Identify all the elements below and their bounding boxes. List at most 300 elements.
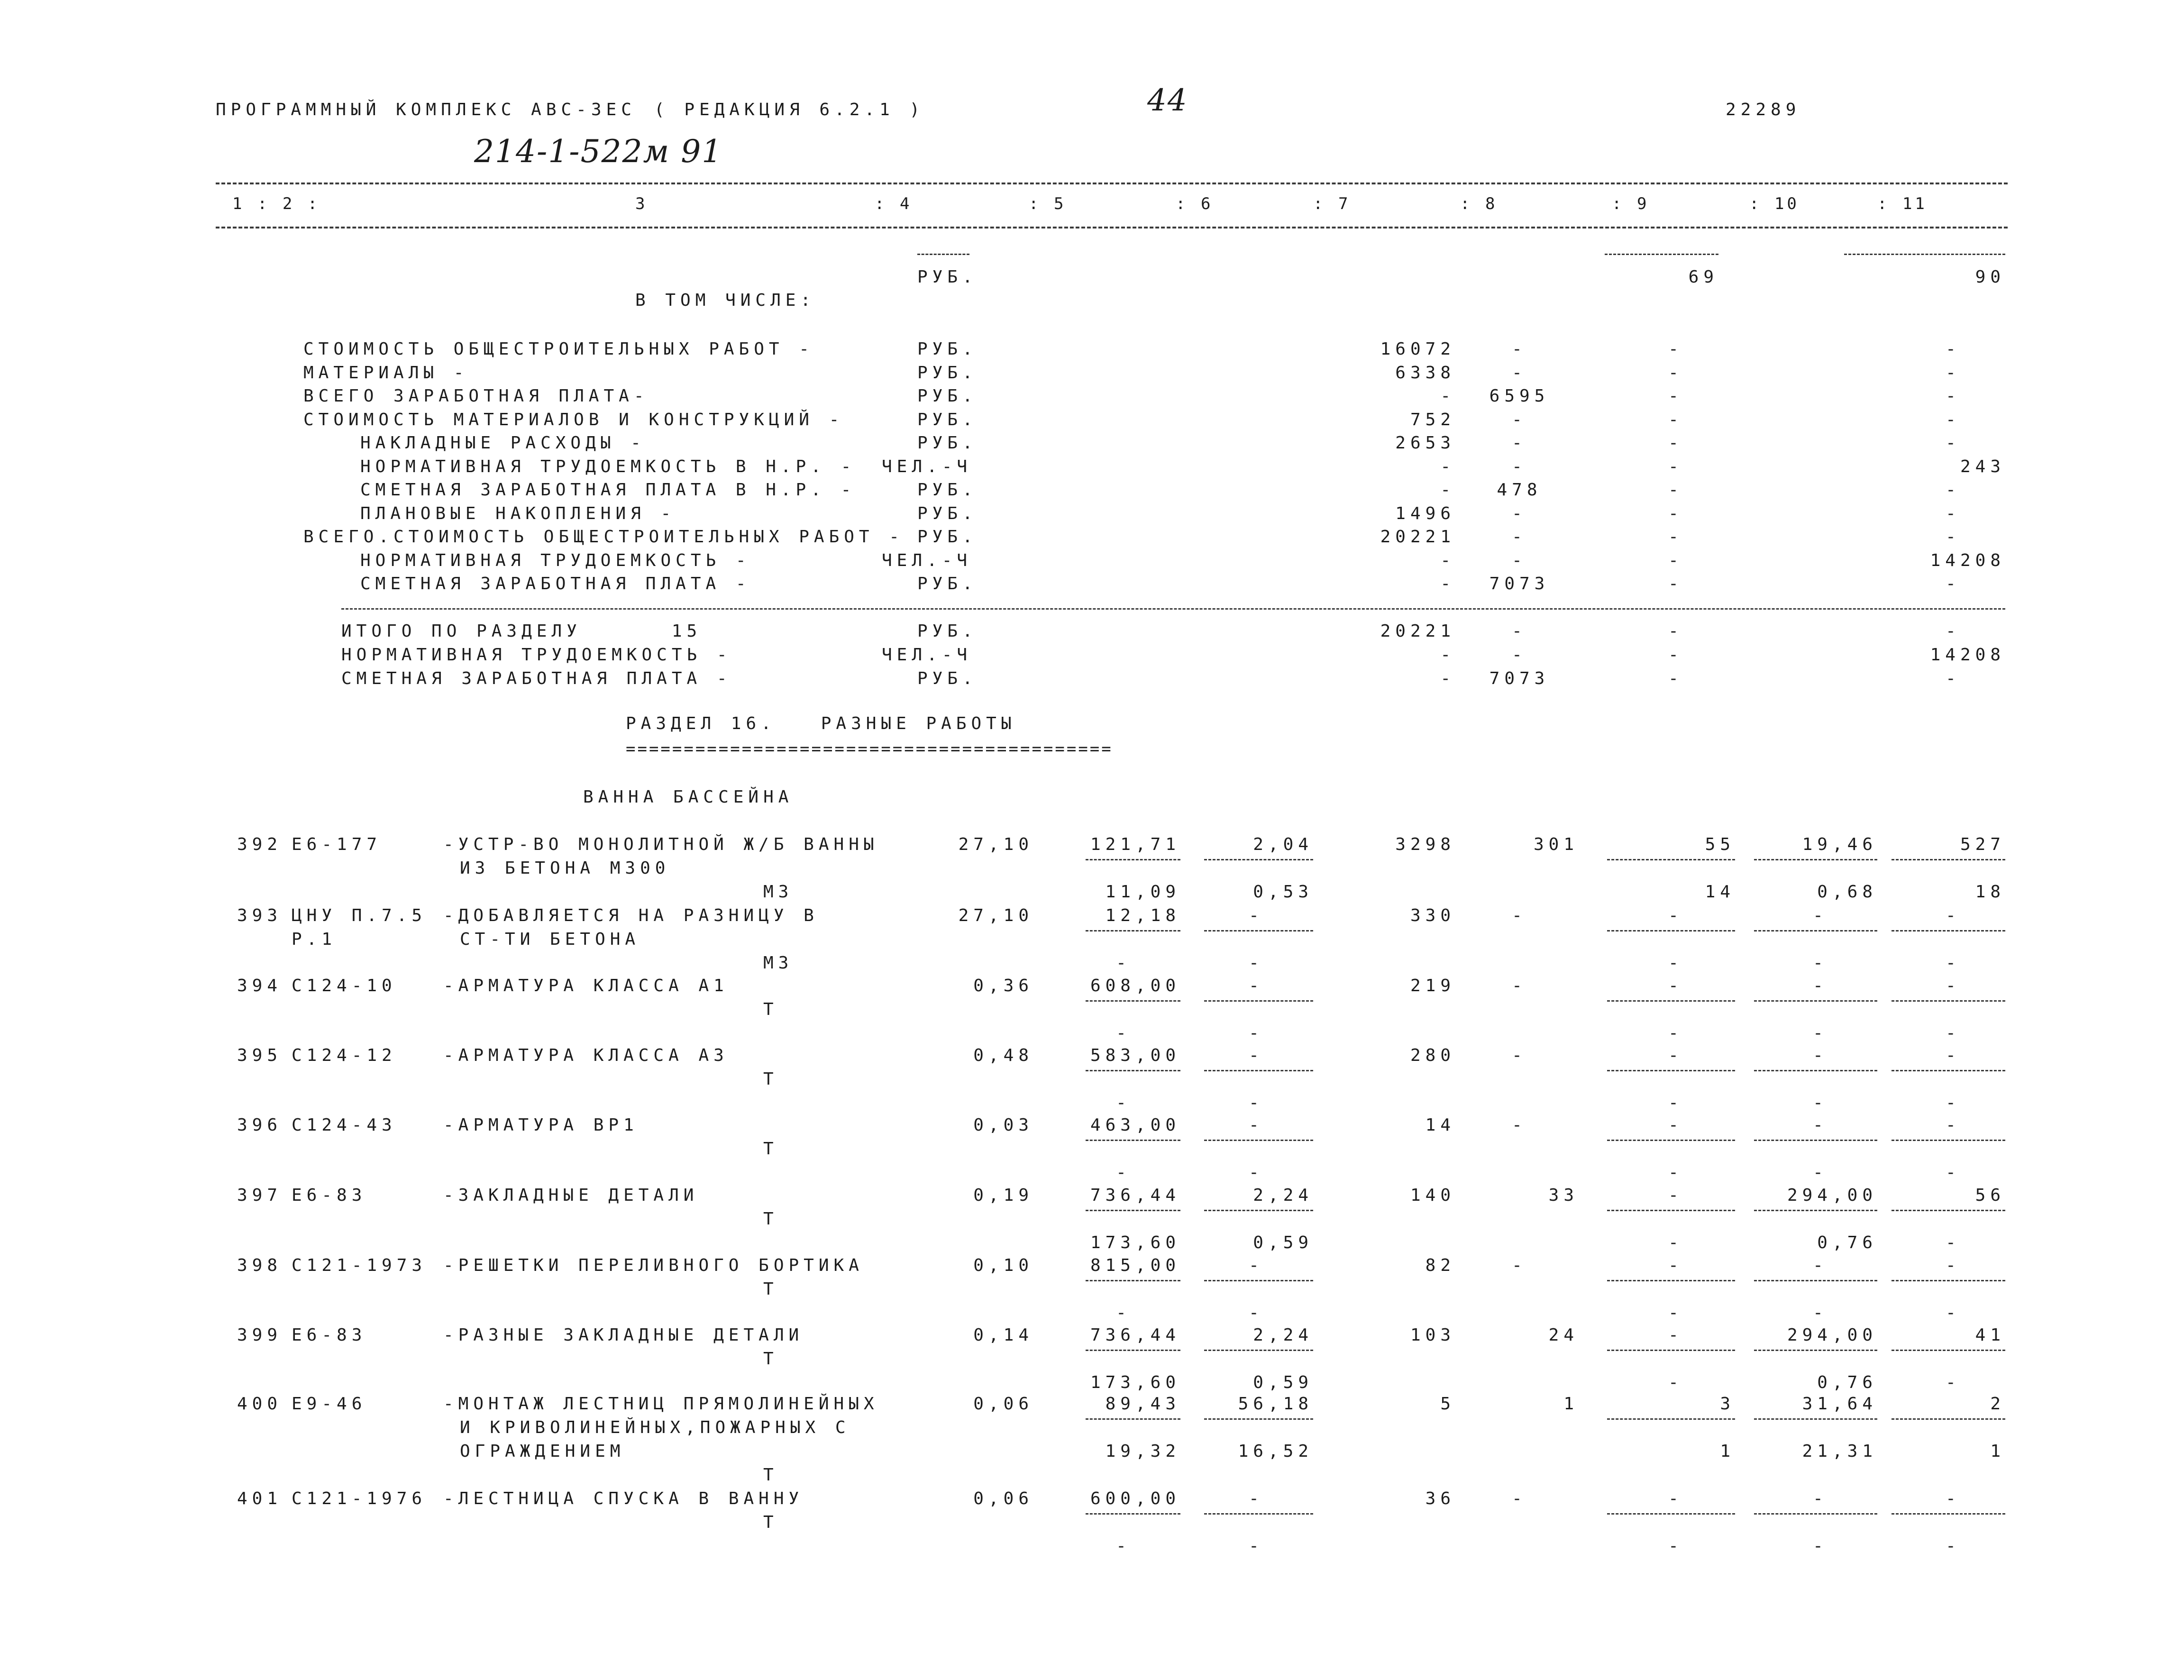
- item-unit-cost: 12,18: [1105, 906, 1180, 925]
- section-underline: ==========================================: [626, 740, 1113, 758]
- item-rule-c6: [1204, 1210, 1313, 1211]
- summary-c11: -: [1946, 363, 1961, 383]
- summary-c8: -: [1512, 551, 1527, 570]
- summary-c7: 1496: [1395, 504, 1455, 523]
- item-code-cont: Р.1: [292, 930, 337, 949]
- item-rule-c9: [1607, 1350, 1735, 1351]
- item-description: -ДОБАВЛЯЕТСЯ НА РАЗНИЦУ В: [443, 906, 819, 925]
- section-total-c11: 14208: [1930, 645, 2005, 665]
- item-c5-sub: -: [1116, 953, 1131, 973]
- item-rule-c11: [1892, 930, 2005, 931]
- summary-unit: РУБ.: [917, 480, 978, 500]
- item-rule-c6: [1204, 1418, 1313, 1420]
- top-block-rule-4: [917, 254, 969, 255]
- item-rule-c10: [1754, 1280, 1877, 1281]
- handwritten-code: 214-1-522м 91: [474, 133, 723, 170]
- item-code: Е6-177: [292, 835, 382, 854]
- item-c6-sub: 16,52: [1238, 1442, 1313, 1461]
- item-c8: -: [1512, 1256, 1527, 1275]
- item-rule-c5: [1086, 1513, 1180, 1515]
- item-c6-sub: -: [1249, 1023, 1264, 1043]
- item-code: С124-12: [292, 1046, 397, 1065]
- item-total-cost: 330: [1410, 906, 1455, 925]
- summary-c9: -: [1668, 410, 1683, 429]
- item-c11: 2: [1990, 1394, 2005, 1414]
- item-total-cost: 36: [1425, 1489, 1455, 1508]
- item-c6-sub: -: [1249, 1303, 1264, 1323]
- item-rule-c5: [1086, 930, 1180, 931]
- summary-c8: -: [1512, 433, 1527, 453]
- item-c9-sub: -: [1668, 1536, 1683, 1556]
- item-number: 394: [237, 976, 283, 995]
- item-c10: -: [1813, 1046, 1828, 1065]
- summary-c8: 6595: [1489, 386, 1550, 406]
- section-total-unit: РУБ.: [917, 621, 978, 641]
- item-rule-c11: [1892, 1350, 2005, 1351]
- summary-c8: 478: [1497, 480, 1542, 500]
- summary-label: ПЛАНОВЫЕ НАКОПЛЕНИЯ -: [360, 504, 676, 523]
- item-c5-sub: 19,32: [1105, 1442, 1180, 1461]
- section-total-c9: -: [1668, 669, 1683, 688]
- summary-unit: РУБ.: [917, 527, 978, 547]
- item-rule-c5: [1086, 859, 1180, 860]
- item-unit-cost: 583,00: [1090, 1046, 1180, 1065]
- item-c9: -: [1668, 1325, 1683, 1345]
- item-rule-c10: [1754, 1513, 1877, 1515]
- item-quantity: 0,10: [973, 1256, 1033, 1275]
- item-rule-c5: [1086, 1000, 1180, 1002]
- item-unit: Т: [763, 1069, 778, 1089]
- summary-c9: -: [1668, 480, 1683, 500]
- item-total-cost: 140: [1410, 1186, 1455, 1205]
- summary-label: СТОИМОСТЬ МАТЕРИАЛОВ И КОНСТРУКЦИЙ -: [303, 410, 844, 429]
- item-rule-c5: [1086, 1418, 1180, 1420]
- item-c6: -: [1249, 906, 1264, 925]
- summary-unit: ЧЕЛ.-Ч: [882, 551, 972, 570]
- summary-c9: -: [1668, 386, 1683, 406]
- item-code: ЦНУ П.7.5: [292, 906, 427, 925]
- summary-c7: -: [1440, 480, 1455, 500]
- item-total-cost: 280: [1410, 1046, 1455, 1065]
- item-c11: -: [1946, 1115, 1961, 1135]
- item-rule-c11: [1892, 1513, 2005, 1515]
- item-quantity: 0,36: [973, 976, 1033, 995]
- item-c10: -: [1813, 1489, 1828, 1508]
- item-c10-sub: -: [1813, 1023, 1828, 1043]
- summary-unit: РУБ.: [917, 339, 978, 359]
- item-rule-c5: [1086, 1210, 1180, 1211]
- item-rule-c11: [1892, 1140, 2005, 1141]
- item-rule-c9: [1607, 1210, 1735, 1211]
- section-total-c9: -: [1668, 621, 1683, 641]
- summary-c11: -: [1946, 480, 1961, 500]
- item-c9-sub: 14: [1705, 882, 1735, 902]
- col-head-1-2: 1 : 2 :: [232, 194, 320, 213]
- item-c9-sub: -: [1668, 1373, 1683, 1392]
- item-rule-c11: [1892, 1070, 2005, 1071]
- item-c11: 56: [1975, 1186, 2005, 1205]
- col-head-7: : 7: [1313, 194, 1351, 213]
- item-c9: -: [1668, 1256, 1683, 1275]
- item-c10: -: [1813, 976, 1828, 995]
- item-rule-c10: [1754, 1418, 1877, 1420]
- item-c10: -: [1813, 1115, 1828, 1135]
- summary-c7: 2653: [1395, 433, 1455, 453]
- item-c10-sub: -: [1813, 1536, 1828, 1556]
- item-total-cost: 82: [1425, 1256, 1455, 1275]
- col-head-11: : 11: [1877, 194, 1928, 213]
- item-code: С121-1973: [292, 1256, 427, 1275]
- item-description: ОГРАЖДЕНИЕМ: [460, 1442, 625, 1461]
- item-code: Е9-46: [292, 1394, 367, 1414]
- item-c6: 56,18: [1238, 1394, 1313, 1414]
- top-block-rule-9: [1605, 254, 1718, 255]
- item-rule-c11: [1892, 859, 2005, 860]
- item-rule-c6: [1204, 1140, 1313, 1141]
- item-c5-sub: -: [1116, 1303, 1131, 1323]
- item-c11-sub: -: [1946, 1303, 1961, 1323]
- item-c6-sub: -: [1249, 953, 1264, 973]
- section-total-c7: -: [1440, 645, 1455, 665]
- item-rule-c9: [1607, 930, 1735, 931]
- top-block-unit: РУБ.: [917, 267, 978, 287]
- item-c6-sub: 0,59: [1253, 1233, 1313, 1252]
- item-c11-sub: -: [1946, 1023, 1961, 1043]
- item-total-cost: 219: [1410, 976, 1455, 995]
- item-description: И КРИВОЛИНЕЙНЫХ,ПОЖАРНЫХ С: [460, 1418, 850, 1437]
- col-head-3: 3: [635, 194, 648, 213]
- item-rule-c6: [1204, 930, 1313, 931]
- item-number: 392: [237, 835, 283, 854]
- summary-unit: РУБ.: [917, 363, 978, 383]
- item-c11-sub: 18: [1975, 882, 2005, 902]
- item-c11-sub: -: [1946, 1373, 1961, 1392]
- item-c11-sub: -: [1946, 1163, 1961, 1182]
- item-quantity: 0,19: [973, 1186, 1033, 1205]
- item-description: -АРМАТУРА КЛАССА А1: [443, 976, 729, 995]
- item-total-cost: 5: [1440, 1394, 1455, 1414]
- item-rule-c9: [1607, 859, 1735, 860]
- item-unit-cost: 736,44: [1090, 1186, 1180, 1205]
- summary-c7: -: [1440, 574, 1455, 593]
- item-rule-c10: [1754, 859, 1877, 860]
- section-total-c8: -: [1512, 645, 1527, 665]
- summary-bottom-rule: [341, 608, 2005, 610]
- item-c8: -: [1512, 976, 1527, 995]
- item-description: -ЗАКЛАДНЫЕ ДЕТАЛИ: [443, 1186, 699, 1205]
- item-c11: -: [1946, 976, 1961, 995]
- header-top-rule: [216, 183, 2008, 184]
- item-c9: -: [1668, 976, 1683, 995]
- item-c9: -: [1668, 1046, 1683, 1065]
- item-c8: 33: [1548, 1186, 1579, 1205]
- item-unit-cost: 736,44: [1090, 1325, 1180, 1345]
- item-rule-c10: [1754, 930, 1877, 931]
- item-rule-c6: [1204, 859, 1313, 860]
- item-description: -АРМАТУРА ВР1: [443, 1115, 639, 1135]
- item-description: -УСТР-ВО МОНОЛИТНОЙ Ж/Б ВАННЫ: [443, 835, 879, 854]
- summary-label: ВСЕГО ЗАРАБОТНАЯ ПЛАТА-: [303, 386, 649, 406]
- item-quantity: 0,03: [973, 1115, 1033, 1135]
- item-number: 397: [237, 1186, 283, 1205]
- item-c5-sub: 173,60: [1090, 1233, 1180, 1252]
- item-unit: Т: [763, 1209, 778, 1229]
- summary-c7: 16072: [1380, 339, 1455, 359]
- item-rule-c11: [1892, 1000, 2005, 1002]
- col-head-6: : 6: [1176, 194, 1214, 213]
- top-block-col11: 90: [1975, 267, 2005, 287]
- summary-c7: -: [1440, 386, 1455, 406]
- summary-c11: -: [1946, 386, 1961, 406]
- edition-label: ( РЕДАКЦИЯ 6.2.1 ): [654, 100, 925, 119]
- item-number: 400: [237, 1394, 283, 1414]
- item-c6: -: [1249, 1046, 1264, 1065]
- summary-c9: -: [1668, 433, 1683, 453]
- item-quantity: 27,10: [958, 906, 1033, 925]
- summary-c9: -: [1668, 504, 1683, 523]
- col-head-10: : 10: [1749, 194, 1800, 213]
- item-c6: -: [1249, 1489, 1264, 1508]
- summary-c7: -: [1440, 551, 1455, 570]
- summary-unit: РУБ.: [917, 504, 978, 523]
- item-unit: Т: [763, 1349, 778, 1369]
- item-c10: 294,00: [1787, 1186, 1877, 1205]
- item-unit-cost: 463,00: [1090, 1115, 1180, 1135]
- item-description: СТ-ТИ БЕТОНА: [460, 930, 640, 949]
- item-c5-sub: 11,09: [1105, 882, 1180, 902]
- item-c10-sub: -: [1813, 953, 1828, 973]
- item-c8: -: [1512, 1046, 1527, 1065]
- item-c10: -: [1813, 1256, 1828, 1275]
- item-c6: 2,04: [1253, 835, 1313, 854]
- item-c10-sub: -: [1813, 1303, 1828, 1323]
- item-rule-c5: [1086, 1140, 1180, 1141]
- doc-number: 22289: [1726, 100, 1801, 119]
- summary-label: НОРМАТИВНАЯ ТРУДОЕМКОСТЬ В Н.Р. -: [360, 457, 856, 476]
- item-code: С124-10: [292, 976, 397, 995]
- item-c11: -: [1946, 1046, 1961, 1065]
- item-rule-c10: [1754, 1140, 1877, 1141]
- item-rule-c10: [1754, 1210, 1877, 1211]
- summary-c11: -: [1946, 527, 1961, 547]
- item-unit-cost: 600,00: [1090, 1489, 1180, 1508]
- summary-label: СТОИМОСТЬ ОБЩЕСТРОИТЕЛЬНЫХ РАБОТ -: [303, 339, 814, 359]
- item-c10-sub: 21,31: [1802, 1442, 1877, 1461]
- item-description: -РАЗНЫЕ ЗАКЛАДНЫЕ ДЕТАЛИ: [443, 1325, 804, 1345]
- item-rule-c10: [1754, 1000, 1877, 1002]
- item-quantity: 0,06: [973, 1489, 1033, 1508]
- item-c5-sub: 173,60: [1090, 1373, 1180, 1392]
- item-c6: 2,24: [1253, 1186, 1313, 1205]
- item-rule-c11: [1892, 1280, 2005, 1281]
- item-rule-c6: [1204, 1513, 1313, 1515]
- section-total-c9: -: [1668, 645, 1683, 665]
- item-c11: 41: [1975, 1325, 2005, 1345]
- section-total-c11: -: [1946, 669, 1961, 688]
- item-c11-sub: 1: [1990, 1442, 2005, 1461]
- item-c11: -: [1946, 906, 1961, 925]
- header-bottom-rule: [216, 227, 2008, 228]
- section-title: РАЗДЕЛ 16. РАЗНЫЕ РАБОТЫ: [626, 714, 1016, 733]
- item-c6-sub: -: [1249, 1163, 1264, 1182]
- in-total-label: В ТОМ ЧИСЛЕ:: [635, 291, 816, 310]
- summary-c11: -: [1946, 410, 1961, 429]
- item-c8: -: [1512, 906, 1527, 925]
- item-c10-sub: 0,68: [1817, 882, 1877, 902]
- summary-c9: -: [1668, 527, 1683, 547]
- summary-c7: -: [1440, 457, 1455, 476]
- summary-c8: -: [1512, 527, 1527, 547]
- program-title: ПРОГРАММНЫЙ КОМПЛЕКС АВС-3ЕС: [216, 100, 636, 119]
- item-unit-cost: 815,00: [1090, 1256, 1180, 1275]
- section-total-c11: -: [1946, 621, 1961, 641]
- item-c6: -: [1249, 1256, 1264, 1275]
- item-unit: Т: [763, 1279, 778, 1299]
- summary-unit: РУБ.: [917, 433, 978, 453]
- item-unit-cost: 89,43: [1105, 1394, 1180, 1414]
- summary-c9: -: [1668, 339, 1683, 359]
- item-c8: 301: [1533, 835, 1579, 854]
- summary-unit: РУБ.: [917, 574, 978, 593]
- item-description: -АРМАТУРА КЛАССА А3: [443, 1046, 729, 1065]
- section-total-unit: РУБ.: [917, 669, 978, 688]
- summary-label: ВСЕГО.СТОИМОСТЬ ОБЩЕСТРОИТЕЛЬНЫХ РАБОТ -: [303, 527, 904, 547]
- section-total-label: НОРМАТИВНАЯ ТРУДОЕМКОСТЬ -: [341, 645, 732, 665]
- item-description: -ЛЕСТНИЦА СПУСКА В ВАННУ: [443, 1489, 804, 1508]
- item-rule-c10: [1754, 1350, 1877, 1351]
- item-c5-sub: -: [1116, 1163, 1131, 1182]
- summary-c11: -: [1946, 574, 1961, 593]
- summary-c9: -: [1668, 457, 1683, 476]
- summary-c11: -: [1946, 433, 1961, 453]
- item-c5-sub: -: [1116, 1093, 1131, 1113]
- item-rule-c9: [1607, 1513, 1735, 1515]
- item-code: Е6-83: [292, 1325, 367, 1345]
- item-unit: Т: [763, 1139, 778, 1159]
- item-c10: 19,46: [1802, 835, 1877, 854]
- item-c11-sub: -: [1946, 1233, 1961, 1252]
- item-code: Е6-83: [292, 1186, 367, 1205]
- item-c9: -: [1668, 1489, 1683, 1508]
- item-c9: -: [1668, 906, 1683, 925]
- item-number: 399: [237, 1325, 283, 1345]
- summary-c9: -: [1668, 574, 1683, 593]
- item-rule-c9: [1607, 1280, 1735, 1281]
- item-rule-c5: [1086, 1280, 1180, 1281]
- summary-c11: -: [1946, 504, 1961, 523]
- item-c8: -: [1512, 1115, 1527, 1135]
- col-head-9: : 9: [1612, 194, 1650, 213]
- item-total-cost: 3298: [1395, 835, 1455, 854]
- item-c9: -: [1668, 1115, 1683, 1135]
- item-c6: -: [1249, 1115, 1264, 1135]
- col-head-5: : 5: [1029, 194, 1067, 213]
- item-c8: -: [1512, 1489, 1527, 1508]
- item-c8: 24: [1548, 1325, 1579, 1345]
- section-total-c7: 20221: [1380, 621, 1455, 641]
- item-c6-sub: 0,53: [1253, 882, 1313, 902]
- item-number: 396: [237, 1115, 283, 1135]
- item-unit: М3: [763, 882, 794, 902]
- item-c6-sub: -: [1249, 1536, 1264, 1556]
- item-c10-sub: 0,76: [1817, 1373, 1877, 1392]
- top-block-rule-11: [1844, 254, 2005, 255]
- item-c6-sub: -: [1249, 1093, 1264, 1113]
- item-unit: М3: [763, 953, 794, 973]
- item-unit: Т: [763, 1000, 778, 1019]
- item-unit-cost: 608,00: [1090, 976, 1180, 995]
- item-c9-sub: -: [1668, 1233, 1683, 1252]
- summary-c9: -: [1668, 551, 1683, 570]
- item-rule-c5: [1086, 1070, 1180, 1071]
- item-rule-c11: [1892, 1210, 2005, 1211]
- item-rule-c10: [1754, 1070, 1877, 1071]
- item-description: -МОНТАЖ ЛЕСТНИЦ ПРЯМОЛИНЕЙНЫХ: [443, 1394, 879, 1414]
- summary-c9: -: [1668, 363, 1683, 383]
- item-rule-c9: [1607, 1070, 1735, 1071]
- summary-c8: 7073: [1489, 574, 1550, 593]
- item-c8: 1: [1563, 1394, 1579, 1414]
- item-c9-sub: -: [1668, 953, 1683, 973]
- item-rule-c9: [1607, 1000, 1735, 1002]
- summary-c8: -: [1512, 457, 1527, 476]
- summary-label: СМЕТНАЯ ЗАРАБОТНАЯ ПЛАТА В Н.Р. -: [360, 480, 856, 500]
- item-quantity: 27,10: [958, 835, 1033, 854]
- item-c10-sub: -: [1813, 1163, 1828, 1182]
- summary-c11: 243: [1960, 457, 2005, 476]
- summary-c7: 6338: [1395, 363, 1455, 383]
- item-c5-sub: -: [1116, 1536, 1131, 1556]
- section-total-c7: -: [1440, 669, 1455, 688]
- item-c10-sub: -: [1813, 1093, 1828, 1113]
- item-quantity: 0,48: [973, 1046, 1033, 1065]
- summary-label: МАТЕРИАЛЫ -: [303, 363, 469, 383]
- section-total-label: СМЕТНАЯ ЗАРАБОТНАЯ ПЛАТА -: [341, 669, 732, 688]
- item-c10: 294,00: [1787, 1325, 1877, 1345]
- item-c9: 3: [1720, 1394, 1735, 1414]
- item-description: -РЕШЕТКИ ПЕРЕЛИВНОГО БОРТИКА: [443, 1256, 864, 1275]
- summary-label: НАКЛАДНЫЕ РАСХОДЫ -: [360, 433, 646, 453]
- item-total-cost: 14: [1425, 1115, 1455, 1135]
- item-c5-sub: -: [1116, 1023, 1131, 1043]
- item-number: 395: [237, 1046, 283, 1065]
- summary-label: СМЕТНАЯ ЗАРАБОТНАЯ ПЛАТА -: [360, 574, 751, 593]
- col-head-4: : 4: [875, 194, 913, 213]
- item-unit: Т: [763, 1513, 778, 1532]
- item-rule-c6: [1204, 1000, 1313, 1002]
- item-rule-c6: [1204, 1280, 1313, 1281]
- item-number: 393: [237, 906, 283, 925]
- item-c11: -: [1946, 1489, 1961, 1508]
- item-c9: 55: [1705, 835, 1735, 854]
- item-c9-sub: 1: [1720, 1442, 1735, 1461]
- item-c6: -: [1249, 976, 1264, 995]
- item-c6-sub: 0,59: [1253, 1373, 1313, 1392]
- item-c9-sub: -: [1668, 1093, 1683, 1113]
- item-unit: Т: [763, 1465, 778, 1485]
- item-rule-c6: [1204, 1070, 1313, 1071]
- item-c10: 31,64: [1802, 1394, 1877, 1414]
- top-block-col9: 69: [1688, 267, 1718, 287]
- item-number: 398: [237, 1256, 283, 1275]
- item-unit-cost: 121,71: [1090, 835, 1180, 854]
- summary-c7: 752: [1410, 410, 1455, 429]
- item-c9-sub: -: [1668, 1163, 1683, 1182]
- item-c6: 2,24: [1253, 1325, 1313, 1345]
- summary-c8: -: [1512, 363, 1527, 383]
- item-rule-c6: [1204, 1350, 1313, 1351]
- item-rule-c9: [1607, 1140, 1735, 1141]
